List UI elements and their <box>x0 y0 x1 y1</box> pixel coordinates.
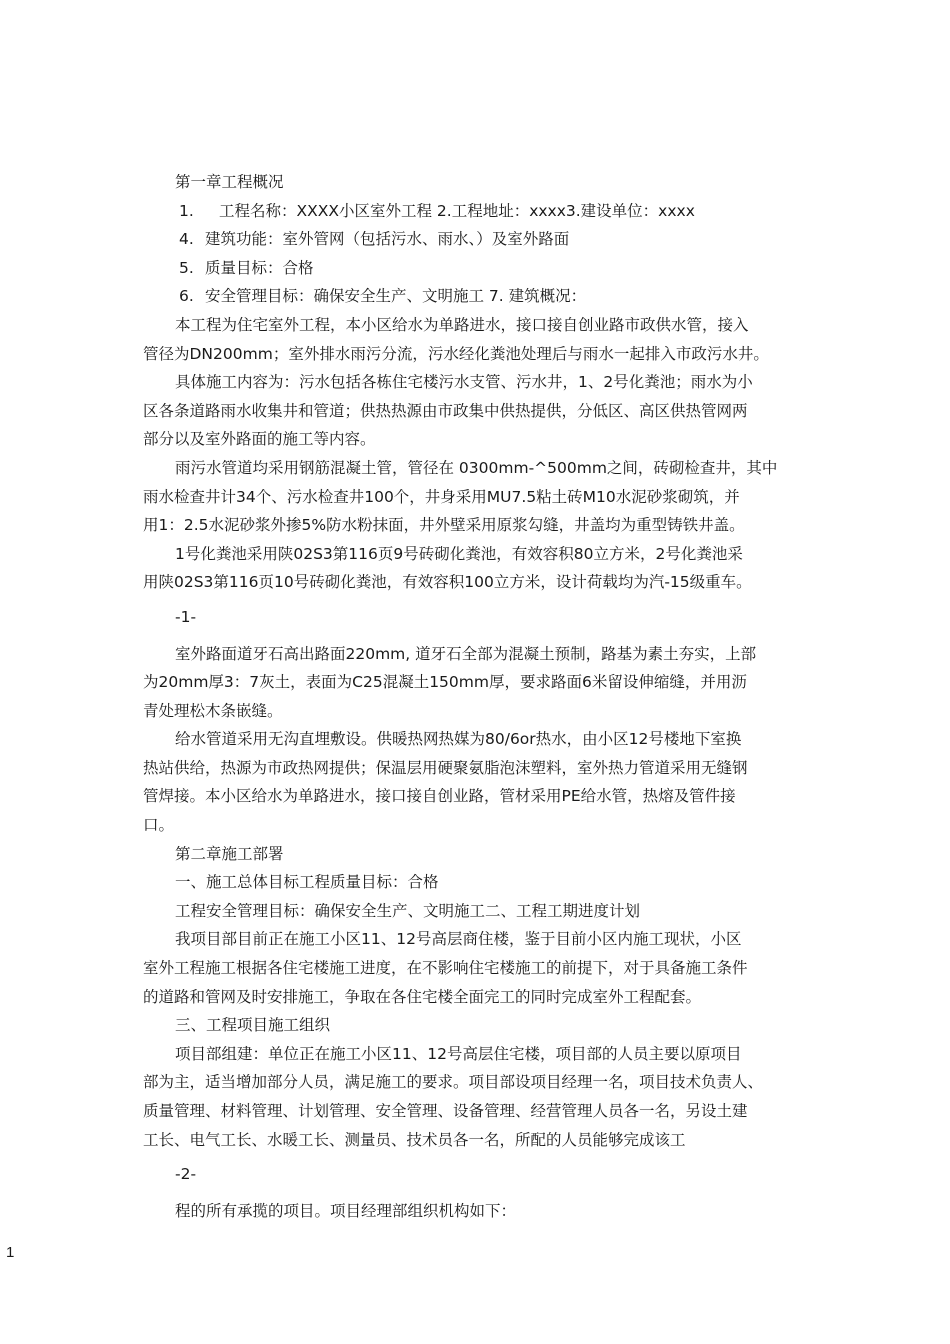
list-item-number: 6. <box>179 287 194 306</box>
list-item <box>143 254 813 283</box>
page-marker: -2- <box>175 1165 197 1184</box>
list-item <box>143 225 813 254</box>
safety-target-line: 工程安全管理目标：确保安全生产、文明施工二、工程工期进度计划 <box>175 901 641 920</box>
list-item <box>143 197 813 226</box>
quality-target-line: 一、施工总体目标工程质量目标：合格 <box>175 873 439 892</box>
paragraph-schedule <box>143 925 813 1011</box>
paragraph-line: 管径为DN200mm；室外排水雨污分流，污水经化粪池处理后与雨水一起排入市政污水井。 <box>143 344 769 363</box>
page-marker: -1- <box>175 607 197 626</box>
paragraph-line: 口。 <box>143 816 175 835</box>
paragraph-line: 本工程为住宅室外工程，本小区给水为单路进水，接口接自创业路市政供水管，接入 <box>175 315 749 334</box>
chapter-1-title: 第一章工程概况 <box>175 173 284 191</box>
paragraph-line: 管焊接。本小区给水为单路进水，接口接自创业路，管材采用PE给水管，热熔及管件接 <box>143 787 736 806</box>
paragraph-line: 质量管理、材料管理、计划管理、安全管理、设备管理、经营管理人员各一名，另设土建 <box>143 1102 748 1120</box>
paragraph-project-overview <box>143 311 813 368</box>
section-3-title: 三、工程项目施工组织 <box>175 1016 331 1035</box>
chapter-2-title: 第二章施工部署 <box>175 844 284 863</box>
paragraph-line: 区各条道路雨水收集井和管道；供热热源由市政集中供热提供，分低区、高区供热管网两 <box>143 401 748 420</box>
list-item-number: 5. <box>179 258 194 277</box>
paragraph-line: 室外路面道牙石高出路面220mm, 道牙石全部为混凝土预制，路基为素土夯实，上部 <box>175 644 757 663</box>
paragraph-project-team <box>143 1040 813 1154</box>
paragraph-line: 部为主，适当增加部分人员，满足施工的要求。项目部设项目经理一名，项目技术负责人、 <box>143 1073 764 1092</box>
list-item-text: 质量目标：合格 <box>205 258 314 277</box>
paragraph-line: 部分以及室外路面的施工等内容。 <box>143 430 376 449</box>
list-item-text: 安全管理目标：确保安全生产、文明施工 7. 建筑概况： <box>205 287 587 306</box>
paragraph-line: 给水管道采用无沟直埋敷设。供暖热网热媒为80/6or热水，由小区12号楼地下室换 <box>175 730 742 749</box>
paragraph-septic-tanks <box>143 540 813 597</box>
paragraph-line: 为20mm厚3：7灰土，表面为C25混凝土150mm厚，要求路面6米留设伸缩缝，并用沥 <box>143 673 747 692</box>
paragraph-line: 青处理松木条嵌缝。 <box>143 701 283 720</box>
paragraph-line: 的道路和管网及时安排施工，争取在各住宅楼全面完工的同时完成室外工程配套。 <box>143 987 702 1006</box>
list-item-number: 1. <box>179 201 194 220</box>
footer-page-number: 1 <box>6 1244 15 1261</box>
paragraph-line: 用1：2.5水泥砂浆外掺5%防水粉抹面，井外壁采用原浆勾缝，井盖均为重型铸铁井盖。 <box>143 516 745 535</box>
list-item-text: 建筑功能：室外管网（包括污水、雨水、）及室外路面 <box>205 230 570 249</box>
paragraph-line: 雨污水管道均采用钢筋混凝土管，管径在 0300mm-^500mm之间，砖砌检查井，其中 <box>175 458 778 477</box>
paragraph-line: 雨水检查井计34个、污水检查井100个，井身采用MU7.5粘土砖M10水泥砂浆砌筑，并 <box>143 487 740 506</box>
list-item-text: 工程名称：XXXX小区室外工程 2.工程地址：xxxx3.建设单位：xxxx <box>219 201 695 220</box>
paragraph-construction-scope <box>143 368 813 454</box>
paragraph-line: 热站供给，热源为市政热网提供；保温层用硬聚氨脂泡沫塑料，室外热力管道采用无缝钢 <box>143 758 748 777</box>
list-item-number: 4. <box>179 230 194 249</box>
paragraph-line: 项目部组建：单位正在施工小区11、12号高层住宅楼，项目部的人员主要以原项目 <box>175 1044 742 1063</box>
paragraph-line: 1号化粪池采用陕02S3第116页9号砖砌化粪池，有效容积80立方米，2号化粪池采 <box>175 544 743 563</box>
paragraph-drainage-pipes <box>143 454 813 540</box>
paragraph-water-heating <box>143 725 813 839</box>
paragraph-org-chart-intro: 程的所有承揽的项目。项目经理部组织机构如下： <box>175 1201 517 1220</box>
paragraph-line: 用陕02S3第116页10号砖砌化粪池，有效容积100立方米，设计荷载均为汽-15级重车。 <box>143 573 752 592</box>
paragraph-line: 室外工程施工根据各住宅楼施工进度，在不影响住宅楼施工的前提下，对于具备施工条件 <box>143 959 748 978</box>
list-item <box>143 282 813 311</box>
paragraph-road-surface <box>143 640 813 726</box>
paragraph-line: 工长、电气工长、水暖工长、测量员、技术员各一名，所配的人员能够完成该工 <box>143 1130 686 1149</box>
paragraph-line: 具体施工内容为：污水包括各栋住宅楼污水支管、污水井，1、2号化粪池；雨水为小 <box>175 373 753 392</box>
paragraph-line: 我项目部目前正在施工小区11、12号高层商住楼，鉴于目前小区内施工现状，小区 <box>175 930 742 949</box>
document-body <box>143 168 813 1225</box>
